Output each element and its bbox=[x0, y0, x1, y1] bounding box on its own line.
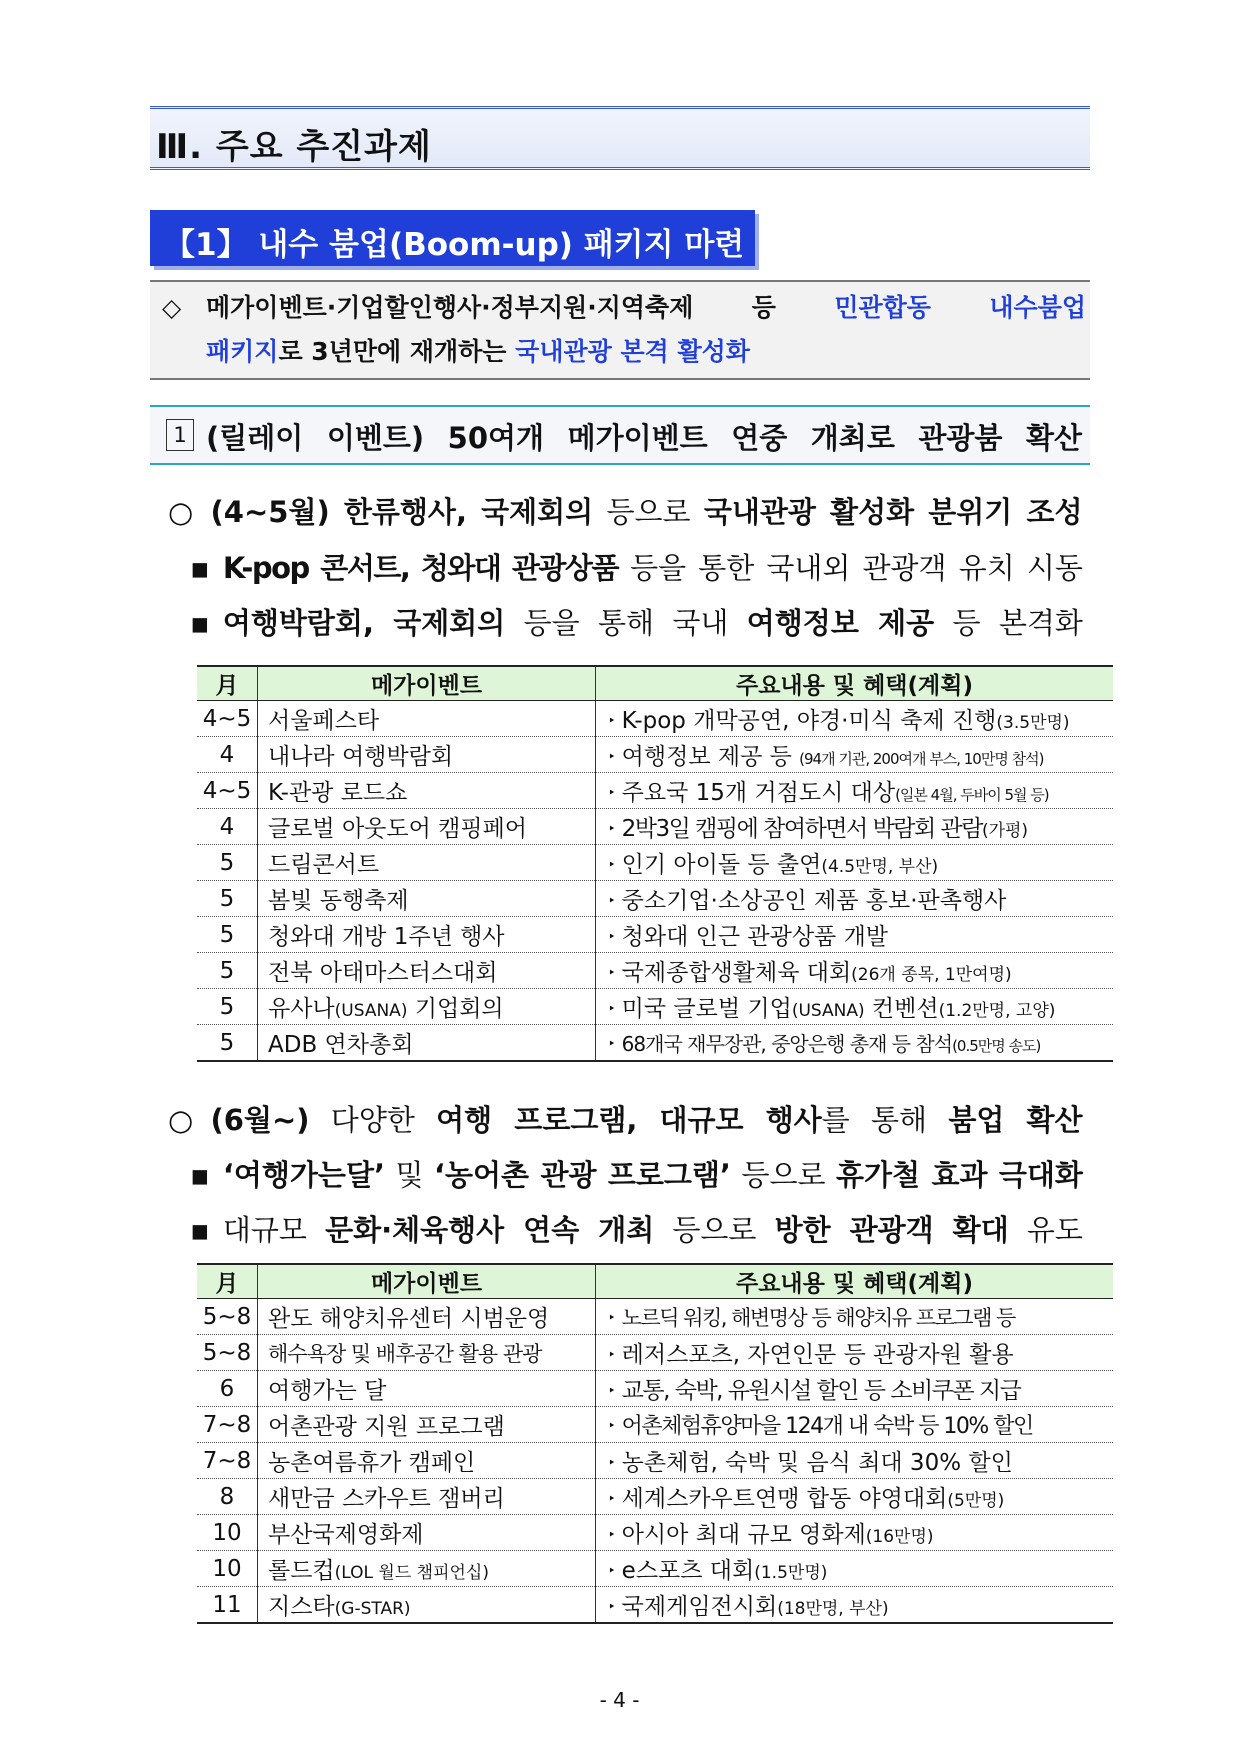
table-cell: 8 bbox=[197, 1479, 258, 1515]
table-row bbox=[197, 917, 1113, 953]
table-cell: 지스타(G-STAR) bbox=[258, 1587, 596, 1624]
table-row bbox=[197, 1551, 1113, 1587]
table-cell: 5 bbox=[197, 953, 258, 989]
table-cell: ‣ 농촌체험, 숙박 및 음식 최대 30% 할인 bbox=[596, 1443, 1114, 1479]
table-cell: ‣ 중소기업·소상공인 제품 홍보·판촉행사 bbox=[596, 881, 1114, 917]
table-cell: 11 bbox=[197, 1587, 258, 1624]
table-cell: 10 bbox=[197, 1515, 258, 1551]
package-header bbox=[150, 210, 755, 266]
circle-bullet-icon: ○ bbox=[168, 1103, 194, 1137]
header-content: 주요내용 및 혜택(계획) bbox=[596, 1264, 1114, 1299]
mega-event-table-2 bbox=[197, 1263, 1113, 1624]
header-month: 月 bbox=[197, 666, 258, 701]
diamond-icon: ◇ bbox=[162, 293, 182, 322]
mega-event-table-1 bbox=[197, 665, 1113, 1062]
table-row bbox=[197, 1025, 1113, 1062]
table-row bbox=[197, 773, 1113, 809]
table-row bbox=[197, 1371, 1113, 1407]
table-row bbox=[197, 1515, 1113, 1551]
table-cell: 7~8 bbox=[197, 1443, 258, 1479]
table-cell: 완도 해양치유센터 시범운영 bbox=[258, 1299, 596, 1335]
table-cell: 유사나(USANA) 기업회의 bbox=[258, 989, 596, 1025]
table-row bbox=[197, 1479, 1113, 1515]
table-cell: 해수욕장 및 배후공간 활용 관광 bbox=[258, 1335, 596, 1371]
table-cell: 서울페스타 bbox=[258, 701, 596, 737]
table-cell: K-관광 로드쇼 bbox=[258, 773, 596, 809]
table-cell: 5 bbox=[197, 845, 258, 881]
section-title: Ⅲ. 주요 추진과제 bbox=[156, 127, 432, 167]
table-cell: ‣ 레저스포츠, 자연인문 등 관광자원 활용 bbox=[596, 1335, 1114, 1371]
table-cell: 7~8 bbox=[197, 1407, 258, 1443]
table-cell: 4~5 bbox=[197, 773, 258, 809]
page-number: - 4 - bbox=[599, 1688, 640, 1712]
square-bullet-icon: ▪ bbox=[190, 1158, 210, 1192]
table-cell: ‣ 노르딕 워킹, 해변명상 등 해양치유 프로그램 등 bbox=[596, 1299, 1114, 1335]
table-cell: ‣ 어촌체험휴양마을 124개 내 숙박 등 10% 할인 bbox=[596, 1407, 1114, 1443]
table-row bbox=[197, 809, 1113, 845]
header-month: 月 bbox=[197, 1264, 258, 1299]
table-cell: ‣ 세계스카우트연맹 합동 야영대회(5만명) bbox=[596, 1479, 1114, 1515]
circle-bullet-1: ○ (4~5월) 한류행사, 국제회의 등으로 국내관광 활성화 분위기 조성 bbox=[168, 495, 1083, 529]
table-cell: 농촌여름휴가 캠페인 bbox=[258, 1443, 596, 1479]
table-cell: 글로벌 아웃도어 캠핑페어 bbox=[258, 809, 596, 845]
table-cell: 내나라 여행박람회 bbox=[258, 737, 596, 773]
table-cell: 전북 아태마스터스대회 bbox=[258, 953, 596, 989]
table-cell: ‣ 아시아 최대 규모 영화제(16만명) bbox=[596, 1515, 1114, 1551]
table-cell: ‣ 2박3일 캠핑에 참여하면서 박람회 관람(가평) bbox=[596, 809, 1114, 845]
summary-line-2: 패키지로 3년만에 재개하는 국내관광 본격 활성화 bbox=[206, 337, 750, 366]
table-cell: 4 bbox=[197, 737, 258, 773]
table-cell: ‣ 교통, 숙박, 유원시설 할인 등 소비쿠폰 지급 bbox=[596, 1371, 1114, 1407]
summary-line-1: 메가이벤트·기업할인행사·정부지원·지역축제 등 민관합동 내수붐업 bbox=[206, 293, 1086, 322]
table-cell: 5 bbox=[197, 1025, 258, 1062]
header-event: 메가이벤트 bbox=[258, 666, 596, 701]
table-cell: 5 bbox=[197, 989, 258, 1025]
table-cell: 새만금 스카우트 잼버리 bbox=[258, 1479, 596, 1515]
table-cell: 5 bbox=[197, 881, 258, 917]
table-cell: 봄빛 동행축제 bbox=[258, 881, 596, 917]
table-cell: 어촌관광 지원 프로그램 bbox=[258, 1407, 596, 1443]
table-cell: 10 bbox=[197, 1551, 258, 1587]
subsection-number: 1 bbox=[166, 419, 194, 451]
table-row bbox=[197, 1335, 1113, 1371]
table-cell: 여행가는 달 bbox=[258, 1371, 596, 1407]
table-cell: 5~8 bbox=[197, 1299, 258, 1335]
square-bullet-3: ▪ ‘여행가는달’ 및 ‘농어촌 관광 프로그램’ 등으로 휴가철 효과 극대화 bbox=[190, 1158, 1083, 1192]
table-row bbox=[197, 1587, 1113, 1624]
table-cell: ‣ 인기 아이돌 등 출연(4.5만명, 부산) bbox=[596, 845, 1114, 881]
table-row bbox=[197, 1407, 1113, 1443]
table-cell: ‣ K-pop 개막공연, 야경·미식 축제 진행(3.5만명) bbox=[596, 701, 1114, 737]
table-cell: 롤드컵(LOL 월드 챔피언십) bbox=[258, 1551, 596, 1587]
table-cell: ‣ 국제종합생활체육 대회(26개 종목, 1만여명) bbox=[596, 953, 1114, 989]
header-content: 주요내용 및 혜택(계획) bbox=[596, 666, 1114, 701]
table-row bbox=[197, 1299, 1113, 1335]
table-row bbox=[197, 953, 1113, 989]
package-header-text: 【1】 내수 붐업(Boom-up) 패키지 마련 bbox=[164, 227, 745, 263]
square-bullet-icon: ▪ bbox=[190, 551, 210, 585]
table-row bbox=[197, 989, 1113, 1025]
table-row bbox=[197, 737, 1113, 773]
table-cell: 5~8 bbox=[197, 1335, 258, 1371]
square-bullet-2: ▪ 여행박람회, 국제회의 등을 통해 국내 여행정보 제공 등 본격화 bbox=[190, 606, 1083, 640]
table-cell: 5 bbox=[197, 917, 258, 953]
table-row bbox=[197, 881, 1113, 917]
table-cell: ‣ 청와대 인근 관광상품 개발 bbox=[596, 917, 1114, 953]
square-bullet-1: ▪ K-pop 콘서트, 청와대 관광상품 등을 통한 국내외 관광객 유치 시동 bbox=[190, 551, 1083, 585]
table-header-row bbox=[197, 1264, 1113, 1299]
table-cell: ADB 연차총회 bbox=[258, 1025, 596, 1062]
table-cell: ‣ 국제게임전시회(18만명, 부산) bbox=[596, 1587, 1114, 1624]
table-cell: 4 bbox=[197, 809, 258, 845]
subsection-header bbox=[150, 405, 1090, 465]
table-header-row bbox=[197, 666, 1113, 701]
table-row bbox=[197, 701, 1113, 737]
summary-box bbox=[150, 280, 1090, 380]
section-title-bar bbox=[150, 106, 1090, 170]
subsection-title: (릴레이 이벤트) 50여개 메가이벤트 연중 개최로 관광붐 확산 bbox=[206, 421, 1082, 455]
table-cell: 드림콘서트 bbox=[258, 845, 596, 881]
table-cell: ‣ 여행정보 제공 등 (94개 기관, 200여개 부스, 10만명 참석) bbox=[596, 737, 1114, 773]
table-cell: ‣ 미국 글로벌 기업(USANA) 컨벤션(1.2만명, 고양) bbox=[596, 989, 1114, 1025]
square-bullet-4: ▪ 대규모 문화·체육행사 연속 개최 등으로 방한 관광객 확대 유도 bbox=[190, 1213, 1083, 1247]
circle-bullet-icon: ○ bbox=[168, 495, 194, 529]
circle-bullet-2: ○ (6월~) 다양한 여행 프로그램, 대규모 행사를 통해 붐업 확산 bbox=[168, 1103, 1083, 1137]
square-bullet-icon: ▪ bbox=[190, 1213, 210, 1247]
table-cell: 청와대 개방 1주년 행사 bbox=[258, 917, 596, 953]
table-cell: 4~5 bbox=[197, 701, 258, 737]
table-row bbox=[197, 1443, 1113, 1479]
table-row bbox=[197, 845, 1113, 881]
table-cell: ‣ 68개국 재무장관, 중앙은행 총재 등 참석(0.5만명 송도) bbox=[596, 1025, 1114, 1062]
table-cell: ‣ 주요국 15개 거점도시 대상(일본 4월, 두바이 5월 등) bbox=[596, 773, 1114, 809]
table-cell: ‣ e스포츠 대회(1.5만명) bbox=[596, 1551, 1114, 1587]
square-bullet-icon: ▪ bbox=[190, 606, 210, 640]
table-cell: 6 bbox=[197, 1371, 258, 1407]
header-event: 메가이벤트 bbox=[258, 1264, 596, 1299]
table-cell: 부산국제영화제 bbox=[258, 1515, 596, 1551]
